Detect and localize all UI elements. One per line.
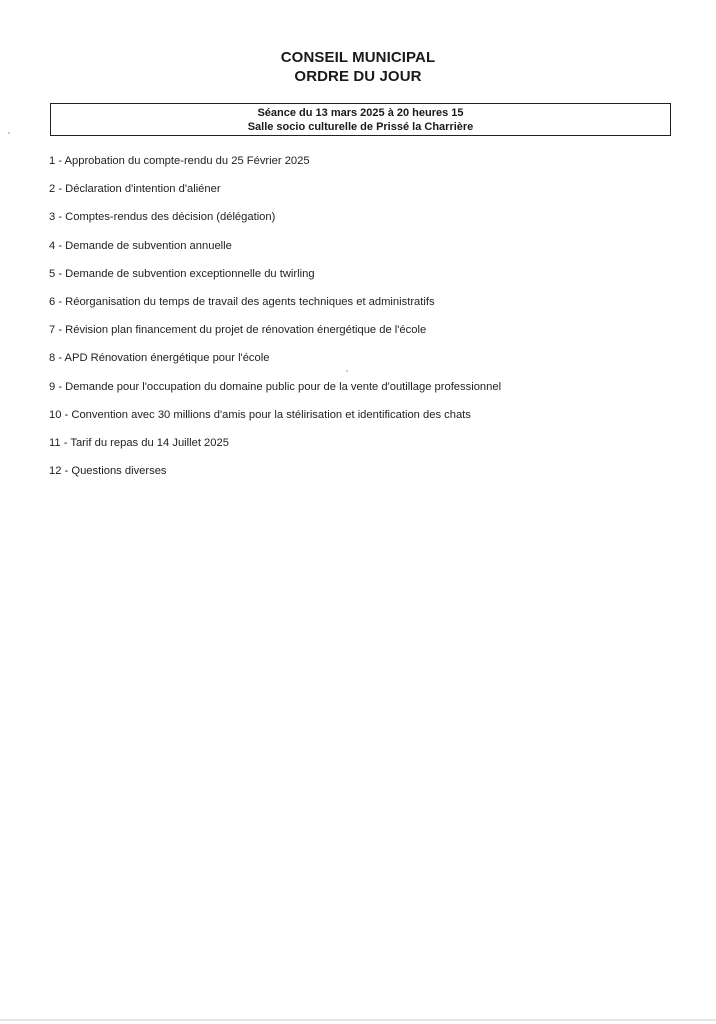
agenda-item: 6 - Réorganisation du temps de travail des agents techniques et administratifs	[49, 295, 435, 308]
agenda-item: 3 - Comptes-rendus des décision (délégation)	[49, 211, 276, 224]
agenda-item: 1 - Approbation du compte-rendu du 25 Février 2025	[49, 155, 310, 167]
scan-speck	[8, 132, 10, 134]
agenda-item: 11 - Tarif du repas du 14 Juillet 2025	[49, 436, 229, 449]
document-title	[0, 48, 716, 86]
agenda-item: 5 - Demande de subvention exceptionnelle du twirling	[49, 267, 315, 280]
title-line-council: CONSEIL MUNICIPAL	[280, 49, 436, 66]
agenda-item: 2 - Déclaration d'intention d'aliéner	[49, 183, 221, 196]
scan-speck	[346, 370, 348, 372]
session-location: Salle socio culturelle de Prissé la Charrière	[247, 121, 474, 133]
agenda-item: 7 - Révision plan financement du projet de rénovation énergétique de l'école	[49, 324, 427, 337]
agenda-item: 4 - Demande de subvention annuelle	[49, 239, 232, 252]
title-line-agenda: ORDRE DU JOUR	[294, 68, 422, 85]
session-info-box	[50, 103, 671, 136]
agenda-item: 10 - Convention avec 30 millions d'amis pour la stélirisation et identification des chats	[49, 408, 471, 421]
session-date: Séance du 13 mars 2025 à 20 heures 15	[257, 107, 464, 119]
agenda-list	[49, 154, 689, 492]
agenda-item: 12 - Questions diverses	[49, 465, 167, 478]
agenda-item: 8 - APD Rénovation énergétique pour l'école	[49, 352, 270, 365]
agenda-item: 9 - Demande pour l'occupation du domaine public pour de la vente d'outillage professionnel	[49, 380, 502, 393]
scan-bottom-edge	[0, 1019, 716, 1021]
